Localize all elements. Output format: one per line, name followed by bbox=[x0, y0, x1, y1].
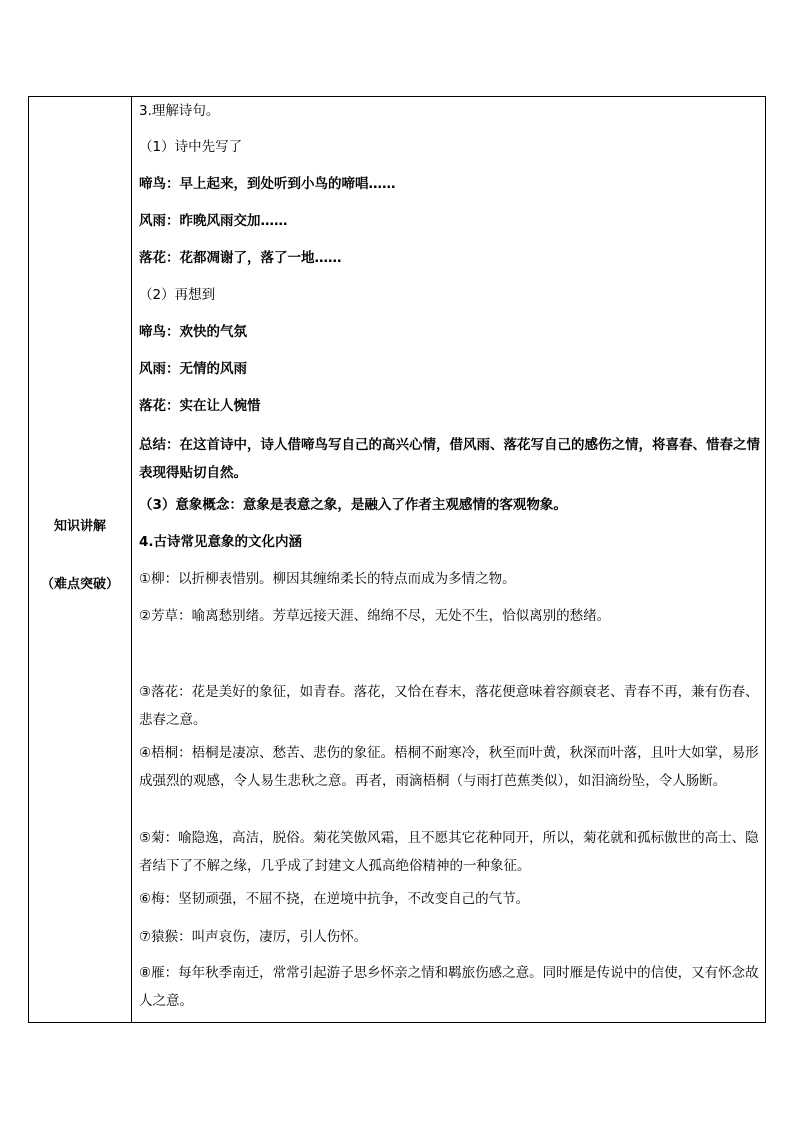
imagery-plum: ⑥梅：坚韧顽强，不屈不挠，在逆境中抗争，不改变自己的气节。 bbox=[139, 891, 530, 907]
imagery-willow: ①柳：以折柳表惜别。柳因其缠绵柔长的特点而成为多情之物。 bbox=[139, 571, 516, 587]
paragraph-then-thought: （2）再想到 bbox=[139, 287, 216, 303]
imagery-ape: ⑦猿猴：叫声哀伤，凄厉，引人伤怀。 bbox=[139, 929, 368, 945]
paragraph-summary: 总结：在这首诗中，诗人借啼鸟写自己的高兴心情，借风雨、落花写自己的感伤之情，将喜春、惜春之情表现得贴切自然。 bbox=[139, 437, 760, 481]
content-table bbox=[28, 96, 766, 1023]
section-sublabel: （难点突破） bbox=[40, 577, 119, 592]
paragraph-bird: 啼鸟：早上起来，到处听到小鸟的啼唱…… bbox=[139, 176, 396, 192]
imagery-goose: ⑧雁：每年秋季南迁，常常引起游子思乡怀亲之情和羁旅伤感之意。同时雁是传说中的信使，又有怀念故人之意。 bbox=[139, 965, 759, 1009]
heading-understand-lines: 3.理解诗句。 bbox=[139, 103, 220, 119]
paragraph-fallen-flowers: 落花：花都凋谢了，落了一地…… bbox=[139, 250, 342, 266]
paragraph-bird-mood: 啼鸟：欢快的气氛 bbox=[139, 324, 247, 340]
paragraph-wind-rain-mood: 风雨：无情的风雨 bbox=[139, 361, 247, 377]
paragraph-imagery-concept: （3）意象概念：意象是表意之象，是融入了作者主观感情的客观物象。 bbox=[139, 497, 567, 513]
section-label: 知识讲解 bbox=[53, 519, 106, 534]
paragraph-first-wrote: （1）诗中先写了 bbox=[139, 139, 243, 155]
imagery-chrysanthemum: ⑤菊：喻隐逸，高洁，脱俗。菊花笑傲风霜，且不愿其它花种同开，所以，菊花就和孤标傲世的高士、隐者结下了不解之缘，几乎成了封建文人孤高绝俗精神的一种象征。 bbox=[139, 830, 759, 874]
column-divider bbox=[131, 97, 132, 1022]
imagery-fallen-flowers: ③落花：花是美好的象征，如青春。落花，又恰在春末，落花便意味着容颜衰老、青春不再，兼有伤春、悲春之意。 bbox=[139, 684, 759, 728]
paragraph-flowers-mood: 落花：实在让人惋惜 bbox=[139, 398, 261, 414]
imagery-parasol-tree: ④梧桐：梧桐是凄凉、愁苦、悲伤的象征。梧桐不耐寒冷，秋至而叶黄，秋深而叶落，且叶大如掌，易形成强烈的观感，令人易生悲秋之意。再者，雨滴梧桐（与雨打芭蕉类似），如泪滴纷坠，令人肠断。 bbox=[139, 745, 759, 789]
heading-common-imagery: 4.古诗常见意象的文化内涵 bbox=[139, 534, 303, 550]
paragraph-wind-rain: 风雨：昨晚风雨交加…… bbox=[139, 213, 288, 229]
imagery-grass: ②芳草：喻离愁别绪。芳草远接天涯、绵绵不尽，无处不生，恰似离别的愁绪。 bbox=[139, 608, 611, 624]
